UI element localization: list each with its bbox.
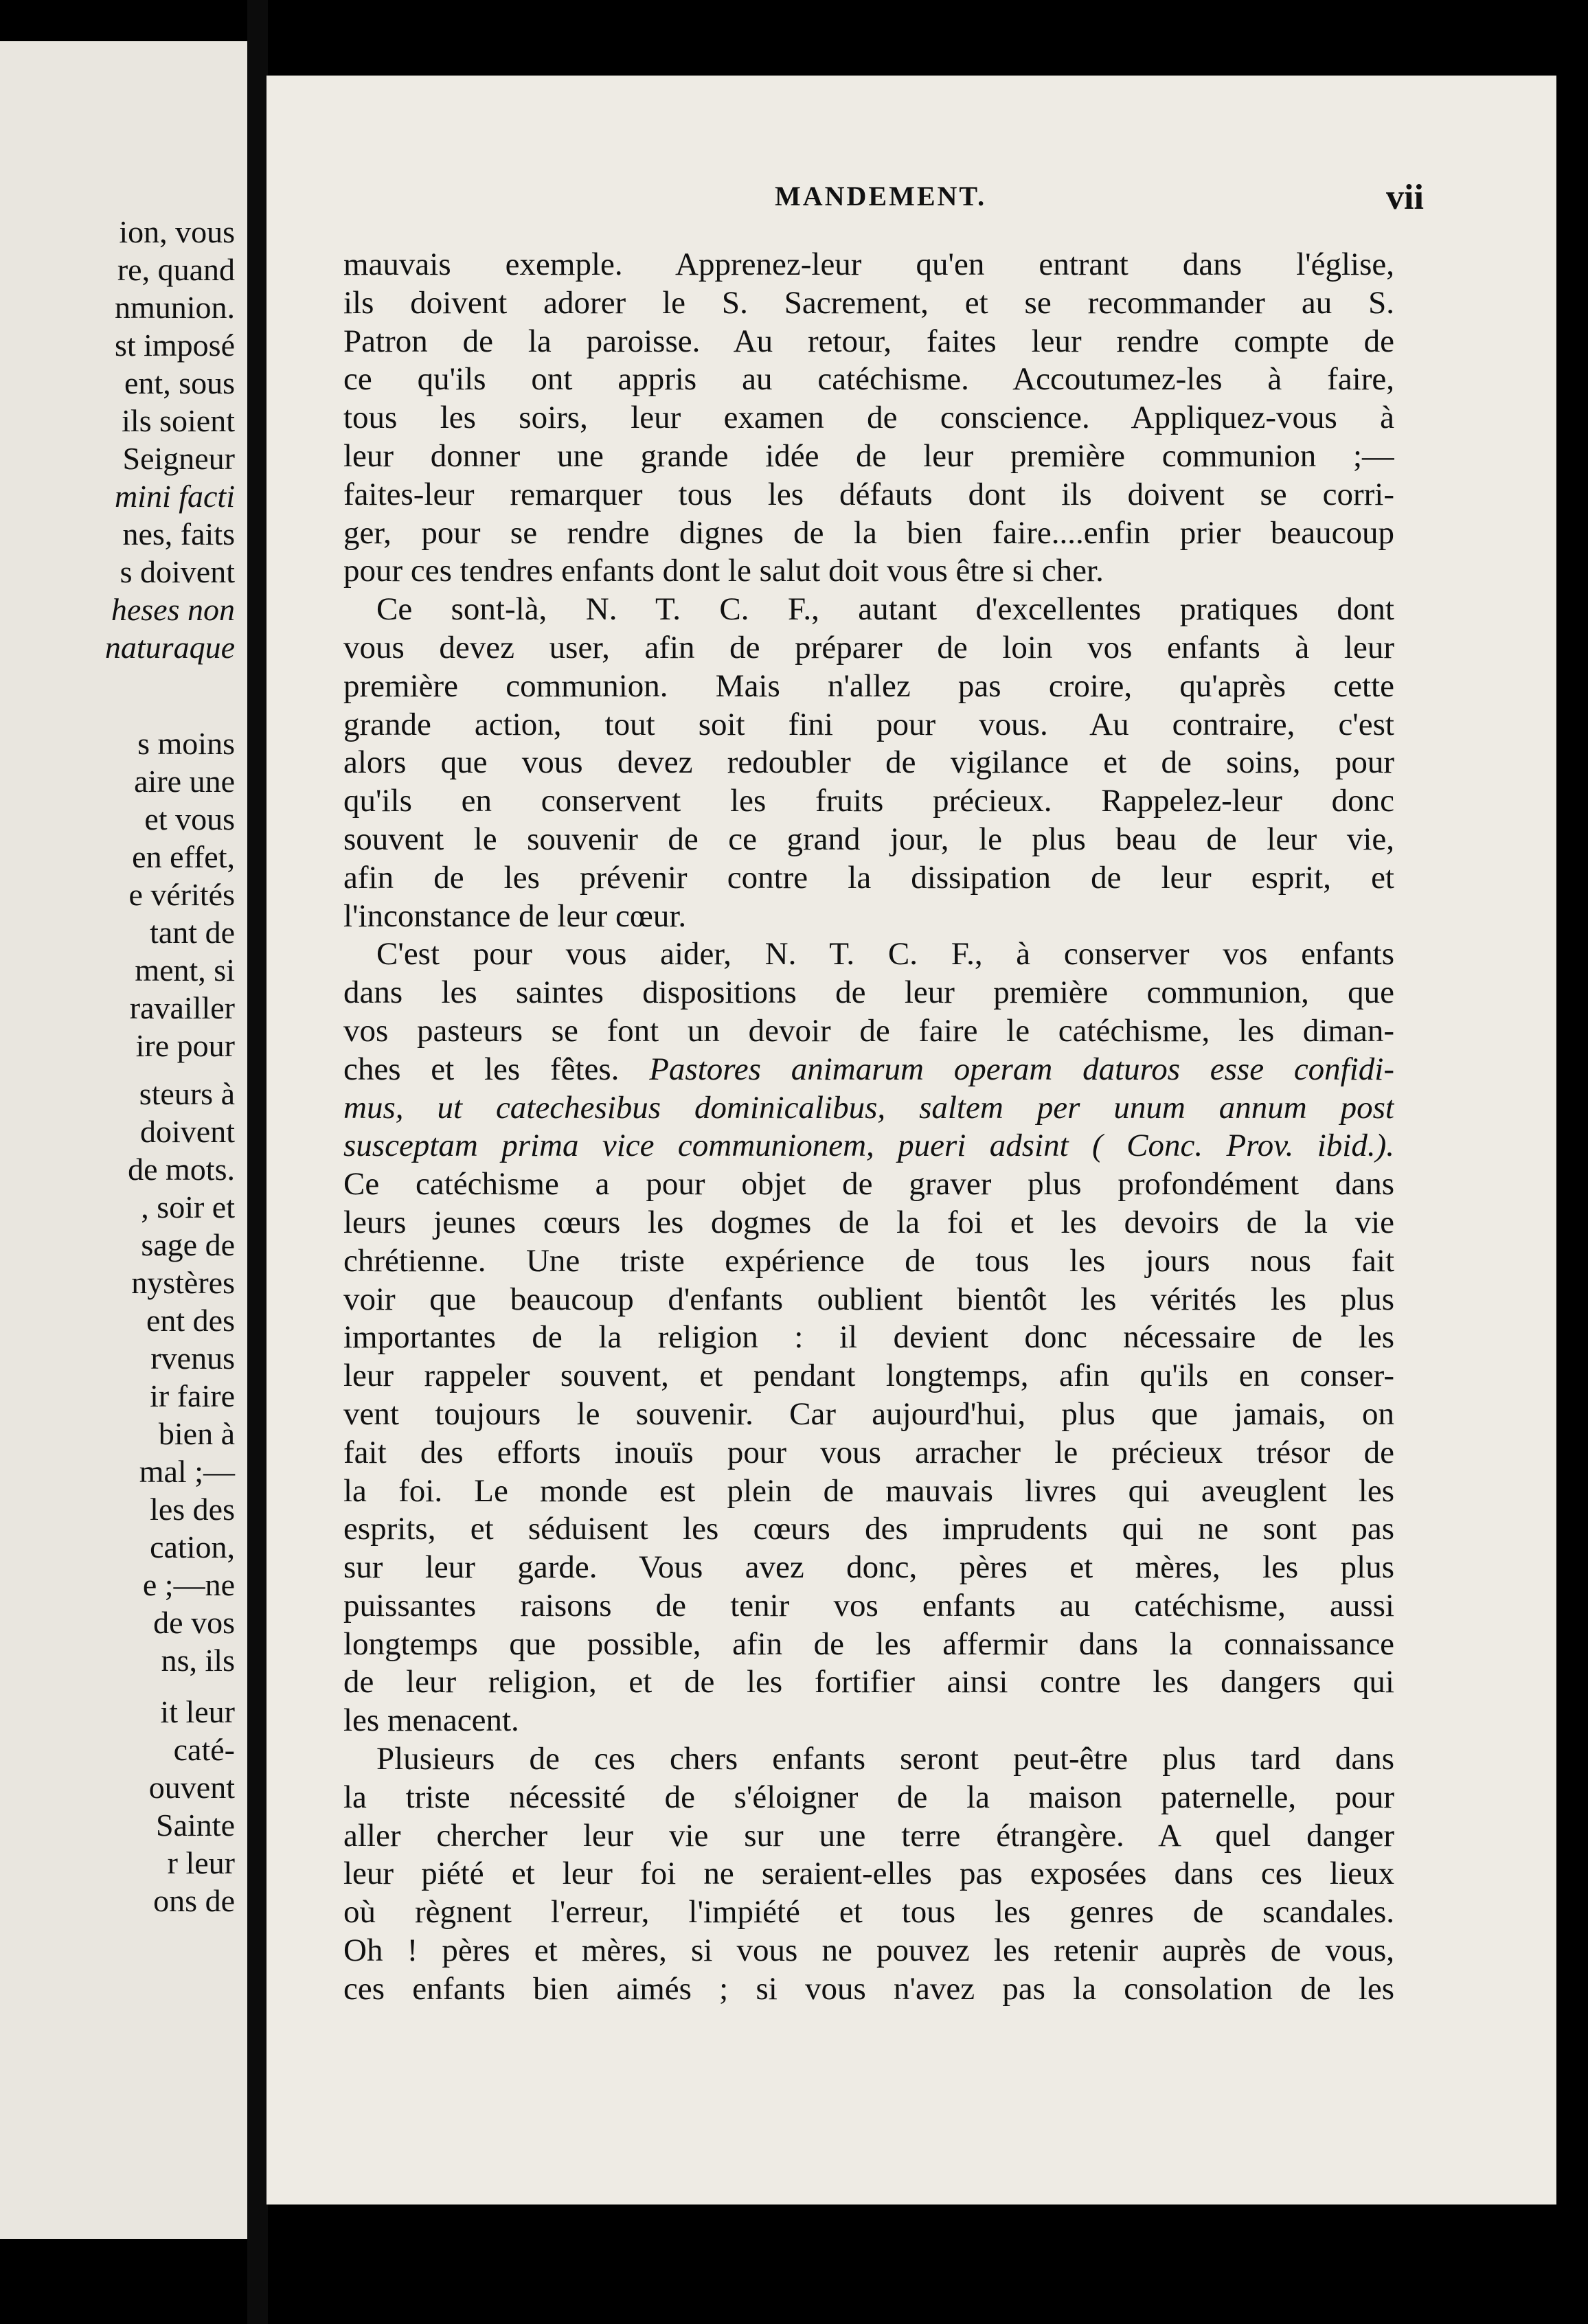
text-line bbox=[343, 1434, 1394, 1472]
facing-page-line: caté- bbox=[173, 1732, 235, 1767]
text-line bbox=[343, 935, 1394, 974]
text-run: la foi. Le monde est plein de mauvais livres qui aveuglent les bbox=[343, 1472, 1394, 1509]
text-line bbox=[343, 1089, 1394, 1128]
facing-page-line: heses non bbox=[111, 592, 235, 627]
facing-page-line: rvenus bbox=[150, 1341, 235, 1376]
text-line bbox=[343, 323, 1394, 361]
text-line bbox=[343, 1242, 1394, 1281]
facing-page-line: ent des bbox=[146, 1303, 235, 1338]
text-line bbox=[343, 668, 1394, 706]
facing-page-line: st imposé bbox=[114, 328, 235, 363]
page-number: vii bbox=[1386, 178, 1424, 217]
facing-page-line: doivent bbox=[140, 1114, 235, 1149]
text-run: fait des efforts inouïs pour vous arracher le précieux trésor de bbox=[343, 1434, 1394, 1470]
facing-page-line: de mots. bbox=[128, 1152, 235, 1187]
facing-page-line: ns, ils bbox=[161, 1643, 235, 1678]
facing-page-line: Seigneur bbox=[122, 441, 235, 476]
body-text bbox=[343, 246, 1394, 2009]
text-run: puissantes raisons de tenir vos enfants au catéchisme, aussi bbox=[343, 1587, 1394, 1624]
text-line bbox=[343, 1817, 1394, 1856]
text-run: longtemps que possible, afin de les affermir dans la connaissance bbox=[343, 1626, 1394, 1662]
text-line bbox=[343, 552, 1394, 591]
text-run: alors que vous devez redoubler de vigilance et de soins, pour bbox=[343, 744, 1394, 781]
text-run: ce qu'ils ont appris au catéchisme. Accoutumez-les à faire, bbox=[343, 361, 1394, 398]
page-header bbox=[266, 180, 1556, 221]
text-run: importantes de la religion : il devient donc nécessaire de les bbox=[343, 1319, 1394, 1356]
text-run: C'est pour vous aider, N. T. C. F., à conserver vos enfants bbox=[376, 936, 1394, 972]
text-line bbox=[343, 1510, 1394, 1549]
facing-page-line: e ;—ne bbox=[142, 1567, 235, 1602]
latin-quotation: Pastores animarum operam daturos esse confidi- bbox=[649, 1051, 1394, 1087]
facing-page-line: re, quand bbox=[117, 252, 235, 287]
text-line bbox=[343, 1281, 1394, 1319]
text-line bbox=[343, 821, 1394, 859]
text-run: première communion. Mais n'allez pas croire, qu'après cette bbox=[343, 668, 1394, 704]
text-run: leur donner une grande idée de leur première communion ;— bbox=[343, 437, 1394, 474]
text-line bbox=[343, 744, 1394, 782]
text-run: ches et les fêtes. bbox=[343, 1051, 620, 1087]
text-line bbox=[343, 514, 1394, 553]
text-line bbox=[343, 629, 1394, 668]
facing-page-line: ion, vous bbox=[119, 214, 235, 249]
facing-page-line: Sainte bbox=[156, 1808, 235, 1843]
text-line bbox=[343, 1357, 1394, 1395]
book-page bbox=[266, 76, 1556, 2205]
facing-page-line: ouvent bbox=[148, 1770, 235, 1805]
facing-page-line: nes, faits bbox=[122, 516, 235, 551]
text-run: leur rappeler souvent, et pendant longtemps, afin qu'ils en conser- bbox=[343, 1358, 1394, 1394]
text-line bbox=[343, 706, 1394, 744]
book-gutter bbox=[247, 0, 268, 2324]
text-run: où règnent l'erreur, l'impiété et tous les genres de scandales. bbox=[343, 1894, 1394, 1930]
facing-page-line: nystères bbox=[131, 1265, 235, 1300]
facing-page-line: nmunion. bbox=[114, 290, 235, 325]
facing-page-line: ils soient bbox=[122, 403, 235, 438]
text-line bbox=[343, 284, 1394, 323]
text-line bbox=[343, 1932, 1394, 1970]
text-line bbox=[343, 1127, 1394, 1165]
text-run: faites-leur remarquer tous les défauts dont ils doivent se corri- bbox=[343, 476, 1394, 512]
facing-page-line: s moins bbox=[137, 726, 235, 761]
text-run: souvent le souvenir de ce grand jour, le plus beau de leur vie, bbox=[343, 821, 1394, 857]
text-line bbox=[343, 1204, 1394, 1242]
facing-page-line: ir faire bbox=[150, 1378, 235, 1413]
facing-page-line: e vérités bbox=[128, 877, 235, 912]
text-run: Plusieurs de ces chers enfants seront peut-être plus tard dans bbox=[376, 1741, 1394, 1777]
facing-page-line: de vos bbox=[153, 1605, 235, 1640]
text-run: qu'ils en conservent les fruits précieux. Rappelez-leur donc bbox=[343, 783, 1394, 819]
facing-page-line: mal ;— bbox=[139, 1454, 235, 1489]
facing-page-line: et vous bbox=[144, 801, 235, 836]
text-run: Patron de la paroisse. Au retour, faites leur rendre compte de bbox=[343, 323, 1394, 359]
facing-page-line: tant de bbox=[150, 915, 235, 950]
text-run: leurs jeunes cœurs les dogmes de la foi et les devoirs de la vie bbox=[343, 1204, 1394, 1240]
facing-page-line: cation, bbox=[150, 1529, 235, 1564]
text-line bbox=[343, 1319, 1394, 1357]
text-line bbox=[343, 974, 1394, 1012]
facing-page-line: r leur bbox=[167, 1845, 235, 1880]
text-run: vous devez user, afin de préparer de loin vos enfants à leur bbox=[343, 629, 1394, 665]
text-line bbox=[343, 1549, 1394, 1587]
text-run: grande action, tout soit fini pour vous. Au contraire, c'est bbox=[343, 706, 1394, 742]
text-run: sur leur garde. Vous avez donc, pères et mères, les plus bbox=[343, 1549, 1394, 1586]
text-line bbox=[343, 1702, 1394, 1740]
text-line bbox=[343, 246, 1394, 284]
text-line bbox=[343, 1587, 1394, 1626]
text-line bbox=[343, 361, 1394, 399]
facing-page-line: bien à bbox=[158, 1416, 235, 1451]
facing-page-line: mini facti bbox=[114, 479, 235, 514]
latin-quotation: susceptam prima vice communionem, pueri adsint ( Conc. Prov. ibid.). bbox=[343, 1128, 1394, 1164]
text-line bbox=[343, 1165, 1394, 1204]
text-run: esprits, et séduisent les cœurs des imprudents qui ne sont pas bbox=[343, 1511, 1394, 1547]
facing-page-line: ons de bbox=[153, 1883, 235, 1918]
facing-page-line: naturaque bbox=[104, 630, 235, 665]
text-line bbox=[343, 1740, 1394, 1779]
text-line bbox=[343, 1663, 1394, 1702]
facing-page-line: les des bbox=[150, 1492, 235, 1527]
text-run: ger, pour se rendre dignes de la bien faire....enfin prier beaucoup bbox=[343, 514, 1394, 551]
text-line bbox=[343, 1855, 1394, 1893]
facing-page-line: steurs à bbox=[139, 1076, 235, 1111]
text-run: mauvais exemple. Apprenez-leur qu'en entrant dans l'église, bbox=[343, 247, 1394, 282]
text-run: l'inconstance de leur cœur. bbox=[343, 898, 687, 934]
text-run: pour ces tendres enfants dont le salut doit vous être si cher. bbox=[343, 553, 1104, 589]
text-run: dans les saintes dispositions de leur première communion, que bbox=[343, 975, 1394, 1011]
facing-page-line: s doivent bbox=[120, 554, 235, 589]
text-line bbox=[343, 1626, 1394, 1664]
facing-page-line: ent, sous bbox=[124, 365, 235, 400]
text-run: ces enfants bien aimés ; si vous n'avez pas la consolation de les bbox=[343, 1970, 1394, 2007]
text-line bbox=[343, 782, 1394, 821]
text-line bbox=[343, 1012, 1394, 1051]
text-run: les menacent. bbox=[343, 1702, 519, 1739]
text-line bbox=[343, 1051, 1394, 1089]
text-run: vos pasteurs se font un devoir de faire le catéchisme, les diman- bbox=[343, 1012, 1394, 1049]
text-run: Oh ! pères et mères, si vous ne pouvez les retenir auprès de vous, bbox=[343, 1933, 1394, 1969]
facing-page-line: aire une bbox=[134, 764, 235, 799]
text-run: afin de les prévenir contre la dissipation de leur esprit, et bbox=[343, 859, 1394, 896]
text-run: chrétienne. Une triste expérience de tous les jours nous fait bbox=[343, 1242, 1394, 1279]
text-run: leur piété et leur foi ne seraient-elles pas exposées dans ces lieux bbox=[343, 1856, 1394, 1892]
text-line bbox=[343, 437, 1394, 476]
text-line bbox=[343, 1970, 1394, 2009]
text-run: de leur religion, et de les fortifier ainsi contre les dangers qui bbox=[343, 1664, 1394, 1700]
latin-quotation: mus, ut catechesibus dominicalibus, saltem per unum annum post bbox=[343, 1089, 1394, 1126]
text-line bbox=[343, 591, 1394, 629]
facing-page-line: en effet, bbox=[132, 839, 235, 874]
facing-page-line: ment, si bbox=[135, 953, 235, 988]
text-line bbox=[343, 1395, 1394, 1434]
text-run: voir que beaucoup d'enfants oublient bientôt les vérités les plus bbox=[343, 1281, 1394, 1317]
facing-page-line: , soir et bbox=[141, 1189, 235, 1224]
text-line bbox=[343, 476, 1394, 514]
text-run: Ce sont-là, N. T. C. F., autant d'excellentes pratiques dont bbox=[376, 591, 1394, 628]
text-line bbox=[343, 399, 1394, 437]
text-run: ils doivent adorer le S. Sacrement, et se recommander au S. bbox=[343, 284, 1394, 321]
text-run: la triste nécessité de s'éloigner de la maison paternelle, pour bbox=[343, 1779, 1394, 1815]
text-run: tous les soirs, leur examen de conscience. Appliquez-vous à bbox=[343, 400, 1394, 436]
running-head: MANDEMENT. bbox=[775, 181, 987, 212]
text-line bbox=[343, 1779, 1394, 1817]
text-line bbox=[343, 1893, 1394, 1932]
text-run: aller chercher leur vie sur une terre étrangère. A quel danger bbox=[343, 1817, 1394, 1854]
facing-page-fragment bbox=[0, 41, 247, 2239]
facing-page-line: ire pour bbox=[135, 1028, 235, 1063]
facing-page-line: ravailler bbox=[129, 990, 235, 1025]
facing-page-line: it leur bbox=[160, 1694, 235, 1729]
text-run: Ce catéchisme a pour objet de graver plus profondément dans bbox=[343, 1166, 1394, 1203]
text-line bbox=[343, 898, 1394, 936]
facing-page-line: sage de bbox=[141, 1227, 235, 1262]
text-run: vent toujours le souvenir. Car aujourd'hui, plus que jamais, on bbox=[343, 1395, 1394, 1432]
text-line bbox=[343, 859, 1394, 898]
text-line bbox=[343, 1472, 1394, 1511]
